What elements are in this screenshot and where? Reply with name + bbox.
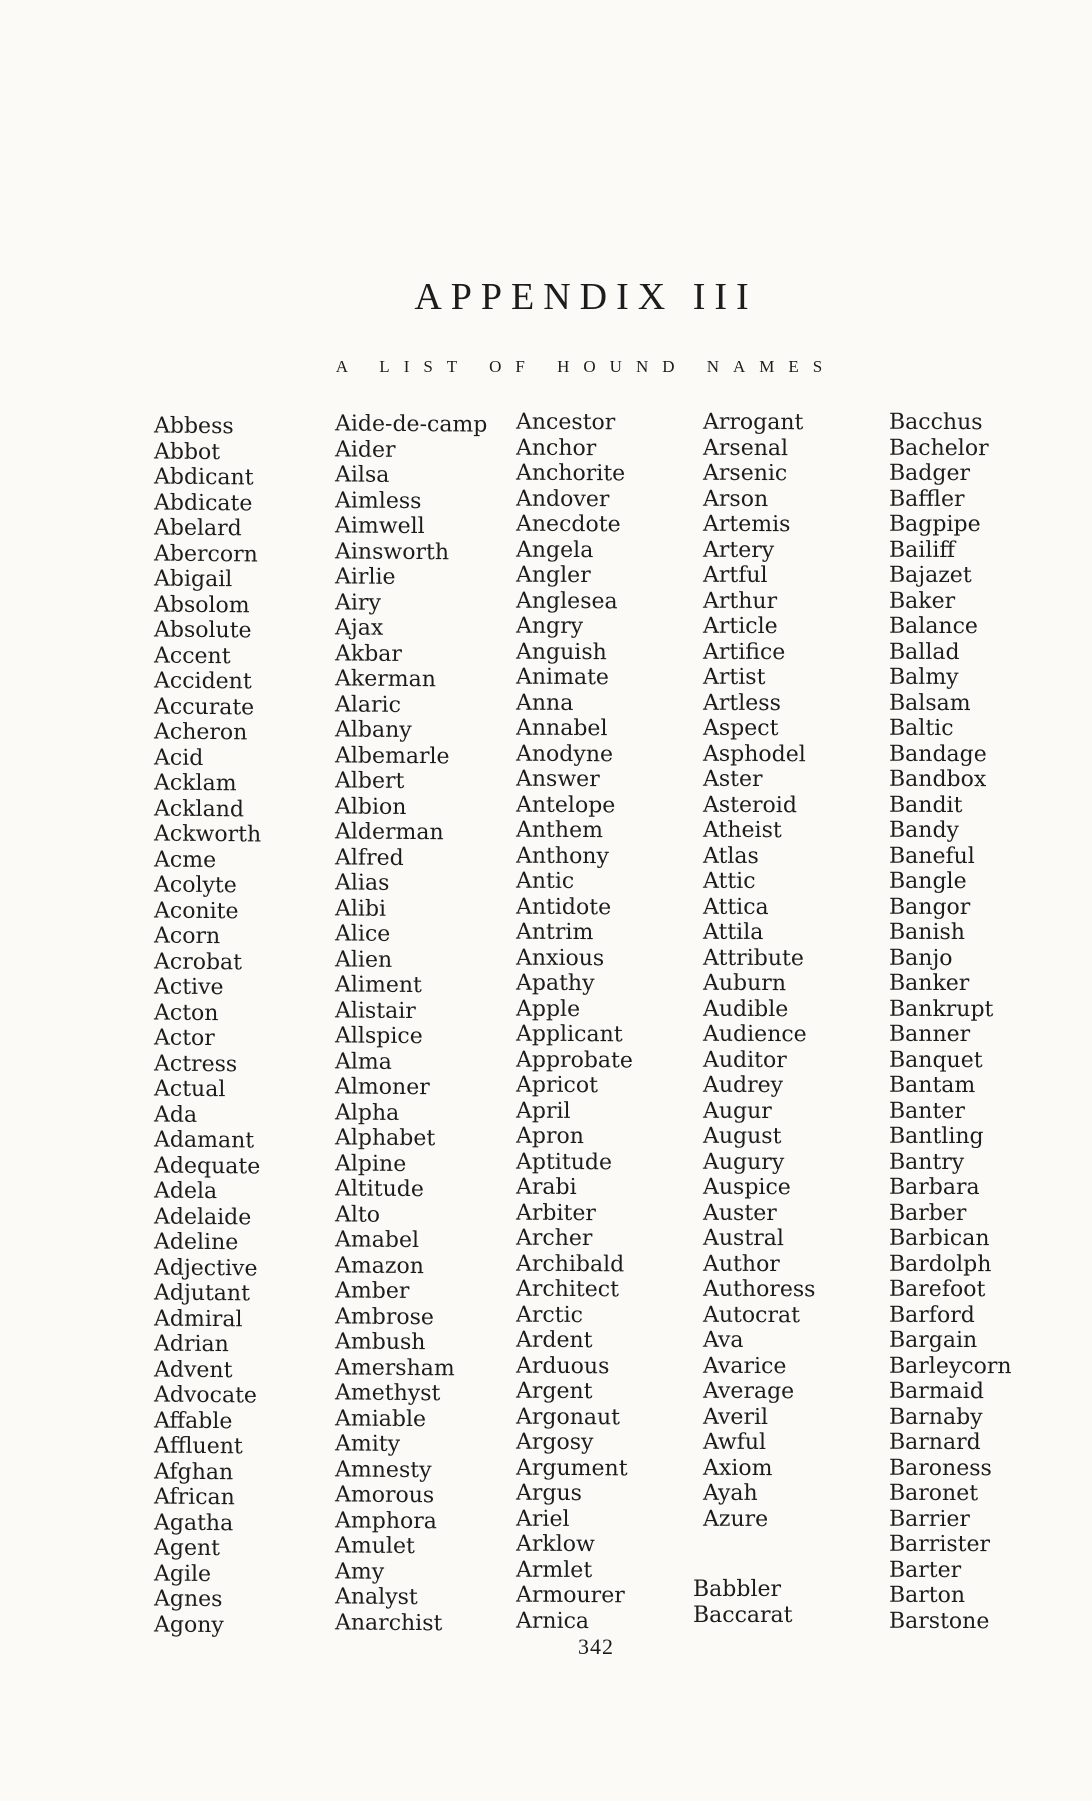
hound-name: Barbara (889, 1174, 980, 1201)
hound-name: Audible (703, 996, 789, 1022)
hound-name: Alfred (335, 844, 404, 871)
hound-name: Apple (516, 996, 581, 1022)
hound-name: Bailiff (889, 537, 956, 563)
hound-name: Barefoot (889, 1276, 986, 1303)
hound-name: Barnaby (889, 1404, 983, 1430)
hound-name: Atlas (703, 843, 759, 869)
hound-name: Amazon (335, 1252, 424, 1279)
hound-name: Argus (516, 1480, 582, 1507)
hound-name: African (154, 1484, 235, 1511)
hound-name: Acolyte (154, 872, 237, 899)
hound-name: Aspect (703, 715, 779, 742)
hound-name: Actual (154, 1076, 226, 1103)
hound-name: Architect (516, 1276, 619, 1303)
hound-name: Applicant (516, 1021, 623, 1048)
hound-name: Alaric (335, 691, 401, 718)
hound-name: Abigail (154, 566, 233, 593)
hound-name: Angler (516, 562, 591, 589)
hound-name: Bagpipe (889, 511, 981, 538)
hound-name: Banter (889, 1098, 965, 1124)
page-number: 342 (578, 1634, 614, 1659)
hound-name: Bantry (889, 1149, 965, 1175)
hound-name: Autocrat (703, 1302, 800, 1328)
hound-name: Artemis (703, 511, 791, 538)
hound-name: Ambush (335, 1329, 426, 1356)
hound-name: Accent (154, 643, 231, 669)
hound-name: Baroness (889, 1455, 992, 1481)
hound-name: Artifice (703, 639, 786, 665)
hound-name: Abdicate (154, 490, 253, 516)
hound-name: Alpha (335, 1099, 400, 1126)
appendix-title: APPENDIX III (414, 276, 758, 318)
hound-name: Bantam (889, 1072, 976, 1099)
hound-name: Arduous (516, 1353, 610, 1379)
hound-name: Abbess (154, 413, 234, 440)
hound-name: Ayah (703, 1480, 758, 1506)
hound-name: Acklam (154, 770, 237, 797)
hound-name: Amethyst (335, 1380, 441, 1407)
hound-name: Alice (335, 921, 391, 947)
hound-name: Balsam (889, 690, 971, 716)
hound-name: Admiral (154, 1306, 243, 1332)
hound-name: Authoress (703, 1276, 816, 1303)
hound-name: Barmaid (889, 1378, 984, 1405)
hound-name: Babbler (693, 1577, 782, 1602)
hound-name: Attica (703, 894, 769, 920)
hound-name: Albany (335, 717, 412, 744)
hound-name: August (703, 1123, 782, 1150)
hound-name: Ariel (516, 1506, 570, 1532)
hound-name: Agnes (154, 1586, 223, 1613)
hound-name: Alpine (335, 1150, 407, 1177)
hound-name: Atheist (703, 817, 782, 844)
hound-name: Affluent (154, 1433, 243, 1460)
hound-name: Bandit (889, 792, 963, 818)
hound-name: Apricot (516, 1072, 598, 1099)
hound-name: Antidote (516, 894, 612, 920)
hound-name: Barrister (889, 1531, 991, 1558)
hound-name: Argent (516, 1378, 593, 1405)
hound-name: Average (703, 1378, 795, 1405)
hound-name: Adela (154, 1178, 218, 1205)
hound-name: Alibi (335, 895, 387, 922)
hound-name: Airy (335, 589, 381, 616)
hound-name: Answer (516, 766, 600, 793)
hound-name: Archer (516, 1225, 593, 1252)
hound-name: Animate (516, 664, 609, 691)
hound-name: Ajax (335, 615, 384, 641)
hound-name: Alias (335, 870, 390, 896)
hound-name: Affable (154, 1408, 233, 1434)
hound-name: Amity (335, 1431, 401, 1457)
hound-name: Alto (335, 1201, 381, 1228)
hound-name: Bandbox (889, 766, 987, 793)
hound-name: Active (154, 974, 224, 1001)
hound-name: Apathy (516, 970, 595, 997)
hound-name: Audrey (703, 1072, 784, 1099)
hound-name: Argonaut (516, 1404, 621, 1430)
hound-name: Arson (703, 486, 769, 512)
hound-name: Acorn (154, 923, 221, 950)
hound-name: Abdicant (154, 464, 254, 491)
hound-name: Absolute (154, 617, 252, 644)
name-column-3 (516, 410, 633, 1635)
hound-name: Adelaide (154, 1204, 252, 1230)
hound-name: Anthony (516, 843, 609, 869)
hound-name: Advocate (154, 1382, 257, 1409)
hound-name: Aimwell (335, 513, 425, 540)
hound-name: Ackland (154, 796, 244, 822)
hound-name: Baltic (889, 715, 954, 742)
hound-name: Angela (516, 537, 594, 563)
hound-name: Auspice (703, 1174, 791, 1201)
hound-name: Asphodel (703, 741, 806, 767)
hound-name: Artless (703, 690, 781, 716)
hound-name: Arctic (516, 1302, 583, 1328)
hound-name: Balmy (889, 664, 959, 691)
hound-name: Amersham (335, 1354, 455, 1381)
hound-name: Agony (154, 1612, 224, 1638)
hound-name: Bankrupt (889, 996, 994, 1022)
hound-name: Antic (516, 868, 575, 894)
hound-name: Azure (703, 1506, 769, 1532)
hound-name: Amiable (335, 1405, 427, 1432)
hound-name: Amulet (335, 1533, 415, 1560)
hound-name: Bandy (889, 817, 959, 844)
hound-name: Armourer (516, 1582, 625, 1609)
hound-name: Armlet (516, 1557, 593, 1583)
hound-name: Aider (335, 436, 396, 463)
hound-name: Bachelor (889, 435, 989, 461)
hound-name: Auditor (703, 1047, 787, 1073)
hound-name: Acrobat (154, 949, 243, 975)
hound-name: Arbiter (516, 1200, 596, 1226)
hound-name: Anchor (516, 435, 597, 461)
hound-name: Banker (889, 970, 970, 997)
hound-name: Acid (154, 745, 204, 771)
hound-name: Arrogant (703, 409, 804, 436)
hound-name: Banner (889, 1021, 971, 1048)
hound-name: Artist (703, 664, 766, 691)
hound-name: Aptitude (516, 1149, 612, 1175)
hound-name: Amphora (335, 1507, 437, 1534)
hound-name: Amabel (335, 1227, 420, 1254)
hound-name: Anxious (516, 945, 605, 971)
hound-name: Artery (703, 537, 775, 563)
hound-name: Ancestor (516, 409, 616, 436)
hound-name: Balance (889, 613, 978, 640)
hound-name: Albion (335, 793, 407, 820)
hound-name: Acheron (154, 719, 248, 746)
hound-name: Accurate (154, 694, 255, 720)
hound-name: Bangle (889, 868, 967, 895)
hound-name: Apron (516, 1123, 584, 1150)
hound-name: Agatha (154, 1510, 234, 1536)
hound-name: Barford (889, 1302, 975, 1328)
hound-name: Abelard (154, 515, 242, 542)
hound-name: Artful (703, 562, 768, 589)
hound-name: Badger (889, 460, 970, 487)
hound-name: Adeline (154, 1229, 239, 1256)
hound-name: Ada (154, 1102, 198, 1128)
hound-name: Aconite (154, 898, 239, 924)
hound-name: Avarice (703, 1353, 787, 1379)
hound-name: Ainsworth (335, 538, 449, 565)
hound-name: Aimless (335, 487, 422, 514)
name-column-4-continued (693, 1577, 793, 1628)
hound-name: Anna (516, 690, 574, 716)
hound-name: Adrian (154, 1331, 229, 1358)
hound-name: Adamant (154, 1127, 255, 1154)
hound-name: Author (703, 1251, 780, 1277)
hound-name: Ava (703, 1327, 744, 1353)
hound-name: Ardent (516, 1327, 593, 1354)
hound-name: Archibald (516, 1251, 625, 1277)
hound-name: Awful (703, 1429, 767, 1456)
hound-name: Argument (516, 1455, 628, 1481)
hound-name: Amber (335, 1278, 410, 1304)
hound-name: Bacchus (889, 409, 983, 436)
hound-name: Ambrose (335, 1303, 434, 1330)
hound-name: Bantling (889, 1123, 984, 1150)
hound-name: Baronet (889, 1480, 979, 1507)
hound-name: Alderman (335, 819, 444, 846)
hound-name: Anguish (516, 639, 607, 665)
hound-name: Antelope (516, 792, 616, 818)
hound-name: Amorous (335, 1482, 435, 1509)
hound-name: Article (703, 613, 778, 640)
hound-name: Attila (703, 919, 764, 946)
hound-name: Airlie (335, 564, 396, 590)
hound-name: Banquet (889, 1047, 983, 1073)
hound-name: Albert (335, 768, 405, 794)
hound-name: Barter (889, 1557, 962, 1583)
hound-name: Agile (154, 1561, 212, 1587)
hound-name: Angry (516, 613, 584, 640)
hound-name: Amy (335, 1558, 385, 1585)
hound-name: Bajazet (889, 562, 972, 589)
hound-name: Bangor (889, 894, 971, 920)
name-column-1 (154, 414, 261, 1639)
hound-name: Approbate (516, 1047, 633, 1073)
name-column-2 (335, 411, 487, 1636)
hound-name: Augury (703, 1149, 785, 1175)
list-title: A LIST OF HOUND NAMES (335, 357, 837, 376)
hound-name: Aster (703, 766, 763, 793)
hound-name: Adequate (154, 1153, 261, 1179)
hound-name: Attribute (703, 945, 804, 971)
hound-name: Albemarle (335, 742, 450, 769)
hound-name: Anodyne (516, 741, 614, 767)
hound-name: Anchorite (516, 460, 626, 487)
hound-name: Akbar (335, 640, 402, 667)
hound-name: Argosy (516, 1429, 594, 1456)
hound-name: Annabel (516, 715, 608, 742)
hound-name: Analyst (335, 1584, 418, 1611)
hound-name: Attic (703, 868, 756, 894)
hound-name: Anarchist (335, 1609, 443, 1636)
hound-name: Alphabet (335, 1125, 436, 1152)
hound-name: Abercorn (154, 541, 258, 567)
hound-name: Afghan (154, 1459, 234, 1485)
hound-name: Andover (516, 486, 610, 512)
hound-name: Audience (703, 1021, 807, 1048)
hound-name: Baffler (889, 486, 965, 512)
hound-name: Banish (889, 919, 965, 946)
hound-name: Banjo (889, 945, 953, 971)
hound-name: Adjutant (154, 1280, 250, 1307)
hound-name: Anglesea (516, 588, 618, 614)
hound-name: Austral (703, 1225, 784, 1252)
hound-name: Barbican (889, 1225, 990, 1252)
hound-name: Agent (154, 1535, 220, 1562)
hound-name: Antrim (516, 919, 594, 946)
hound-name: April (516, 1098, 571, 1124)
hound-name: Aide-de-camp (335, 411, 488, 438)
hound-name: Arsenic (703, 460, 788, 487)
hound-name: Baker (889, 588, 956, 614)
hound-name: Baneful (889, 843, 975, 869)
hound-name: Axiom (703, 1455, 773, 1481)
hound-name: Amnesty (335, 1456, 432, 1483)
hound-name: Arabi (516, 1174, 577, 1201)
hound-name: Arsenal (703, 435, 789, 461)
hound-name: Acton (154, 1000, 219, 1026)
hound-name: Alma (335, 1048, 392, 1075)
hound-name: Barber (889, 1200, 967, 1226)
hound-name: Arnica (516, 1608, 590, 1634)
hound-name: Abbot (154, 439, 221, 465)
hound-name: Adjective (154, 1255, 258, 1281)
hound-name: Averil (703, 1404, 769, 1430)
hound-name: Anecdote (516, 511, 621, 538)
hound-name: Acme (154, 847, 217, 873)
hound-name: Advent (154, 1357, 233, 1383)
hound-name: Actor (154, 1025, 215, 1052)
hound-name: Ackworth (154, 821, 262, 848)
hound-name: Actress (154, 1051, 238, 1077)
hound-name: Baccarat (693, 1602, 793, 1628)
hound-name: Accident (154, 668, 252, 695)
hound-name: Absolom (154, 592, 250, 618)
hound-name: Barnard (889, 1429, 981, 1456)
name-column-4 (703, 410, 815, 1533)
hound-name: Alien (335, 946, 393, 973)
hound-name: Bandage (889, 741, 987, 767)
hound-name: Ailsa (335, 462, 390, 488)
hound-name: Asteroid (703, 792, 797, 818)
hound-name: Auster (703, 1200, 777, 1226)
hound-name: Barleycorn (889, 1353, 1012, 1379)
hound-name: Barstone (889, 1608, 990, 1634)
hound-name: Augur (703, 1098, 772, 1124)
hound-name: Arklow (516, 1531, 595, 1558)
name-column-5 (889, 410, 1012, 1634)
hound-name: Barton (889, 1582, 966, 1609)
hound-name: Ballad (889, 639, 960, 665)
hound-name: Altitude (335, 1176, 424, 1203)
hound-name: Almoner (335, 1074, 430, 1101)
hound-name: Bardolph (889, 1251, 992, 1277)
hound-name: Aliment (335, 972, 422, 999)
hound-name: Auburn (703, 970, 786, 997)
hound-name: Anthem (516, 817, 603, 844)
hound-name: Akerman (335, 666, 436, 693)
hound-name: Allspice (335, 1023, 423, 1050)
hound-name: Arthur (703, 588, 778, 614)
hound-name: Barrier (889, 1506, 970, 1532)
hound-name: Alistair (335, 997, 416, 1024)
hound-name: Bargain (889, 1327, 978, 1354)
